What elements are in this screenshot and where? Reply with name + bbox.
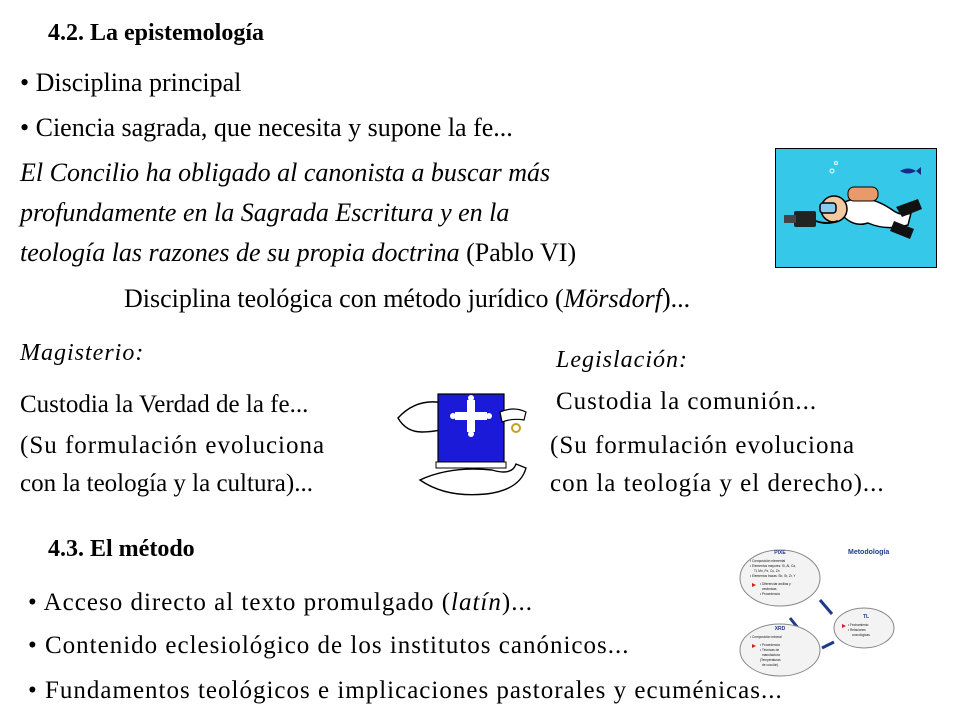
svg-text:TL: TL [862, 614, 870, 620]
magisterio-line-3: con la teología y la cultura)... [20, 470, 313, 497]
bullet-acceso-text: • Acceso directo al texto promulgado ( [28, 589, 452, 616]
svg-text:• Procedencia: • Procedencia [760, 592, 780, 596]
legislacion-line-2: (Su formulación evoluciona [550, 432, 856, 459]
quote-line-3 [20, 238, 576, 268]
flow-arrow-icon [820, 600, 832, 614]
section-heading-epistemologia: 4.2. La epistemología [48, 20, 264, 46]
magisterio-line-1: Custodia la Verdad de la fe... [20, 391, 309, 418]
magisterio-label: Magisterio: [20, 340, 145, 366]
svg-text:(Temperaturas: (Temperaturas [760, 658, 781, 662]
svg-text:• Elementos mayores: Si, Al, C: • Elementos mayores: Si, Al, Ca, [750, 564, 796, 568]
definition-line [124, 284, 690, 314]
bubble-icon [830, 169, 834, 173]
quote-line-2: profundamente en la Sagrada Escritura y en la [20, 198, 510, 227]
svg-text:PIXE: PIXE [774, 550, 786, 556]
bullet-ciencia-sagrada: • Ciencia sagrada, que necesita y supone la fe... [20, 113, 513, 142]
svg-text:XRD: XRD [774, 626, 786, 632]
magisterio-line-2: (Su formulación evoluciona [20, 432, 326, 459]
quote-line-3-text: teología las razones de su propia doctrina [20, 238, 460, 267]
legislacion-line-1: Custodia la comunión... [556, 388, 818, 415]
definition-text: Disciplina teológica con método jurídico ( [124, 284, 564, 313]
bullet-contenido-eclesiologico: • Contenido eclesiológico de los institutos canónicos... [28, 632, 630, 659]
svg-text:• Fechamiento: • Fechamiento [848, 623, 869, 627]
svg-text:de cocción): de cocción) [762, 663, 779, 667]
svg-text:cerámicas: cerámicas [762, 587, 777, 591]
diagram-title: Metodología [848, 549, 890, 556]
definition-suffix: )... [661, 284, 691, 313]
hands-book-illustration [392, 386, 532, 506]
legislacion-label: Legislación: [556, 347, 688, 373]
svg-text:• Composición elemental: • Composición elemental [750, 559, 786, 563]
ring-icon [512, 424, 520, 432]
diver-icon [776, 149, 936, 267]
svg-text:• Elementos trazas: Sb, Sr, Zr: • Elementos trazas: Sb, Sr, Zr, Y [750, 574, 796, 578]
quote-attribution: (Pablo VI) [466, 238, 577, 267]
definition-author: Mörsdorf [563, 284, 662, 313]
svg-text:Ti, Mn, Fe, Cu, Zn: Ti, Mn, Fe, Cu, Zn [754, 569, 780, 573]
legislacion-line-3: con la teología y el derecho)... [550, 470, 885, 497]
bullet-fundamentos: • Fundamentos teológicos e implicaciones pastorales y ecuménicas... [28, 677, 783, 704]
methodology-diagram [738, 538, 904, 678]
svg-text:• Composición mineral: • Composición mineral [750, 635, 782, 639]
svg-text:• Diferenciar arcillas y: • Diferenciar arcillas y [760, 582, 791, 586]
bullet-acceso-emph: latín [451, 589, 502, 616]
quote-line-1: El Concilio ha obligado al canonista a buscar más [20, 158, 551, 187]
svg-text:• Relaciones: • Relaciones [848, 628, 866, 632]
section-heading-metodo: 4.3. El método [48, 536, 195, 562]
svg-text:• Técnicas de: • Técnicas de [760, 648, 780, 652]
bullet-disciplina-principal: • Disciplina principal [20, 68, 242, 97]
svg-text:cronológicas: cronológicas [852, 633, 870, 637]
svg-text:manufactura: manufactura [762, 653, 780, 657]
fish-icon [900, 167, 921, 175]
svg-text:• Procedencia: • Procedencia [760, 643, 780, 647]
diver-illustration [775, 148, 937, 268]
bullet-acceso-suffix: )... [501, 589, 533, 616]
bullet-acceso-directo [28, 589, 533, 617]
